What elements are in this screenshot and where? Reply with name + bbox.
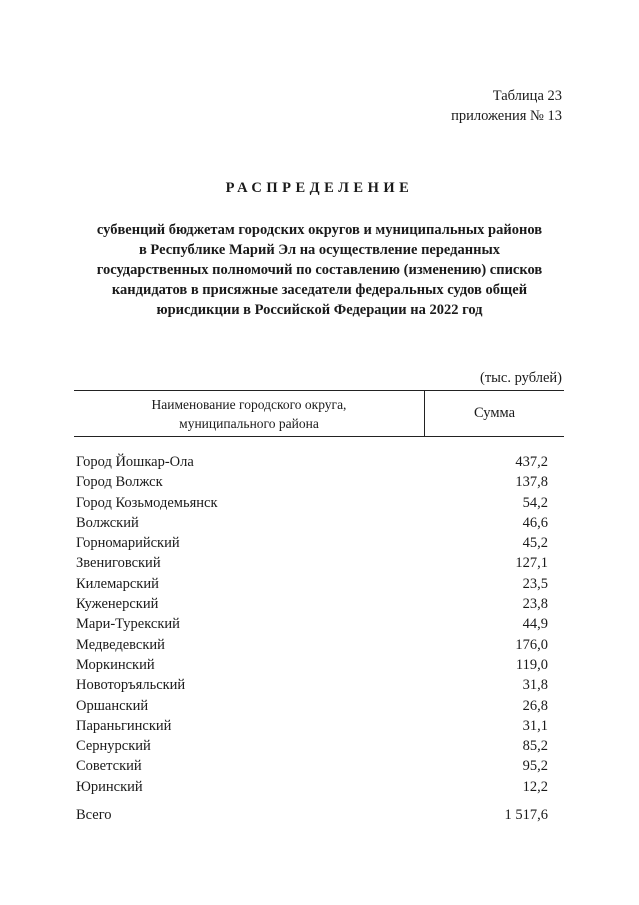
table-row [76,635,548,655]
row-name: Горномарийский [76,535,180,552]
row-sum: 95,2 [522,758,548,775]
units-label: (тыс. рублей) [480,370,562,386]
table-row [76,655,548,675]
subtitle-line: субвенций бюджетам городских округов и муниципальных районов [96,222,543,238]
table-row [76,777,548,797]
table-row [76,553,548,573]
row-sum: 137,8 [515,474,548,491]
row-sum: 119,0 [515,656,548,673]
row-name: Медведевский [76,636,165,653]
row-name: Моркинский [76,656,155,673]
row-name: Параньгинский [76,717,172,734]
total-label: Всего [76,807,112,823]
row-sum: 31,8 [522,677,548,694]
table-row [76,574,548,594]
row-name: Город Козьмодемьянск [76,494,218,511]
table-row [76,716,548,736]
table-row [76,452,548,472]
row-sum: 26,8 [522,697,548,714]
subtitle-line: в Республике Марий Эл на осуществление переданных [138,242,501,258]
row-sum: 31,1 [522,717,548,734]
row-sum: 85,2 [522,738,548,755]
row-name: Город Волжск [76,474,163,491]
row-name: Советский [76,758,142,775]
row-sum: 12,2 [522,778,548,795]
document-subtitle [60,220,579,320]
table-row [76,675,548,695]
row-name: Новоторъяльский [76,677,186,694]
column-header-sum: Сумма [473,405,516,421]
table-body [76,452,548,797]
row-sum: 127,1 [515,555,548,572]
row-name: Волжский [76,514,139,531]
subtitle-line: кандидатов в присяжные заседатели федеральных судов общей [111,282,528,298]
row-name: Звениговский [76,555,161,572]
row-sum: 54,2 [522,494,548,511]
table-row [76,614,548,634]
row-sum: 46,6 [522,514,548,531]
row-name: Сернурский [76,738,151,755]
row-sum: 437,2 [515,454,548,470]
column-header-name-line: Наименование городского округа, [151,396,347,412]
document-title: РАСПРЕДЕЛЕНИЕ [225,180,414,196]
row-sum: 23,8 [522,596,548,613]
table-row [76,472,548,492]
table-row [76,513,548,533]
table-row [76,696,548,716]
row-name: Юринский [76,778,143,795]
row-name: Оршанский [76,697,149,714]
row-sum: 23,5 [522,575,548,592]
table-reference [451,86,562,126]
row-sum: 176,0 [515,636,548,653]
annex-number: приложения № 13 [451,108,562,124]
total-sum: 1 517,6 [504,807,548,823]
column-header-name-line: муниципального района [179,415,319,431]
table-row [76,533,548,553]
subtitle-line: государственных полномочий по составлению (изменению) списков [96,262,543,278]
row-name: Куженерский [76,596,159,613]
row-sum: 44,9 [522,616,548,633]
table-number: Таблица 23 [492,88,562,104]
table-row [76,493,548,513]
table-row [76,756,548,776]
row-name: Мари-Турекский [76,616,180,633]
row-name: Город Йошкар-Ола [76,454,194,470]
row-name: Килемарский [76,575,159,592]
table-row [76,594,548,614]
table-header [74,390,564,437]
total-row [76,805,548,825]
row-sum: 45,2 [522,535,548,552]
subtitle-line: юрисдикции в Российской Федерации на 2022 год [156,302,483,318]
table-row [76,736,548,756]
column-header-name [74,391,425,436]
